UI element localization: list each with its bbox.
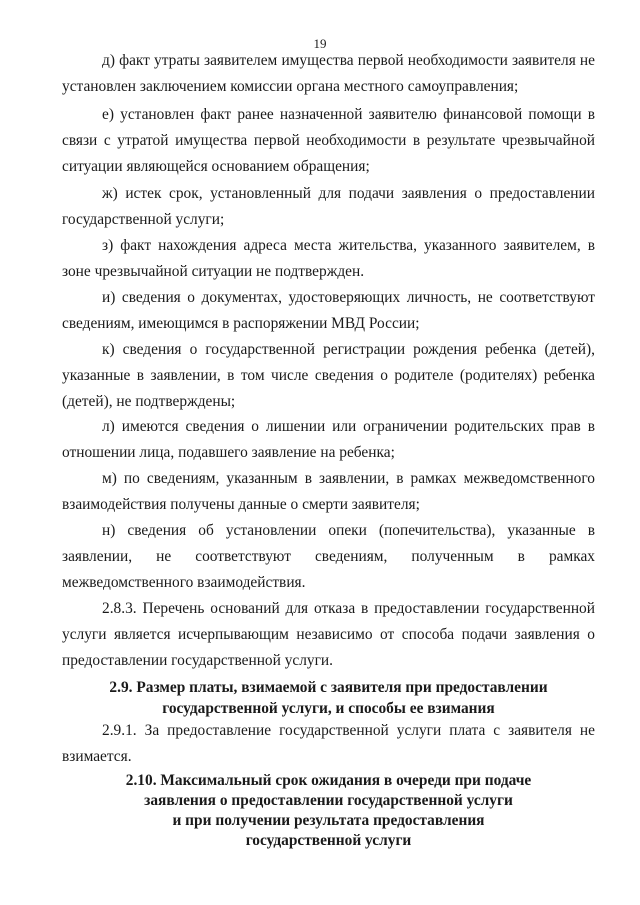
paragraph-2-9-1: 2.9.1. За предоставление государственной услуги плата с заявителя не взимается. xyxy=(62,722,595,765)
paragraph-k: к) сведения о государственной регистрации рождения ребенка (детей), указанные в заявлении, в том числе сведения о родителе (родителях) ребенка (детей), не подтверждены; xyxy=(62,341,595,410)
heading-2-10-line-1: 2.10. Максимальный срок ожидания в очереди при подаче xyxy=(125,772,532,789)
paragraph-n-line-2: заявлении, не соответствуют сведениям, полученным в рамках xyxy=(62,548,595,565)
paragraph-d: д) факт утраты заявителем имущества первой необходимости заявителя не установлен заключением комиссии органа местного самоуправления; xyxy=(62,52,595,95)
page-number: 19 xyxy=(313,36,327,51)
heading-2-9-line-2: государственной услуги, и способы ее взимания xyxy=(162,700,495,717)
heading-2-10-line-3: и при получении результата предоставления xyxy=(172,812,485,829)
paragraph-l: л) имеются сведения о лишении или ограничении родительских прав в отношении лица, подавшего заявление на ребенка; xyxy=(62,418,595,461)
paragraph-n-line-1: н) сведения об установлении опеки (попечительства), указанные в xyxy=(102,522,595,539)
section-heading-2-9 xyxy=(62,677,595,719)
paragraph-e: е) установлен факт ранее назначенной заявителю финансовой помощи в связи с утратой имущества первой необходимости в результате чрезвычайной ситуации являющейся основанием обращения; xyxy=(62,106,595,175)
heading-2-10-line-2: заявления о предоставлении государственной услуги xyxy=(144,792,513,809)
heading-2-9-line-1: 2.9. Размер платы, взимаемой с заявителя при предоставлении xyxy=(109,679,548,696)
paragraph-zh: ж) истек срок, установленный для подачи заявления о предоставлении государственной услуги; xyxy=(62,185,595,228)
paragraph-n-line-3: межведомственного взаимодействия. xyxy=(62,574,306,591)
section-heading-2-10 xyxy=(62,771,595,851)
paragraph-z: з) факт нахождения адреса места жительства, указанного заявителем, в зоне чрезвычайной ситуации не подтвержден. xyxy=(62,237,595,280)
paragraph-m: м) по сведениям, указанным в заявлении, в рамках межведомственного взаимодействия получены данные о смерти заявителя; xyxy=(62,470,595,513)
paragraph-i: и) сведения о документах, удостоверяющих личность, не соответствуют сведениям, имеющимся в распоряжении МВД России; xyxy=(62,289,595,332)
paragraph-2-8-3: 2.8.3. Перечень оснований для отказа в предоставлении государственной услуги является исчерпывающим независимо от способа подачи заявления о предоставлении государственной услуги. xyxy=(62,600,595,669)
heading-2-10-line-4: государственной услуги xyxy=(245,832,412,849)
